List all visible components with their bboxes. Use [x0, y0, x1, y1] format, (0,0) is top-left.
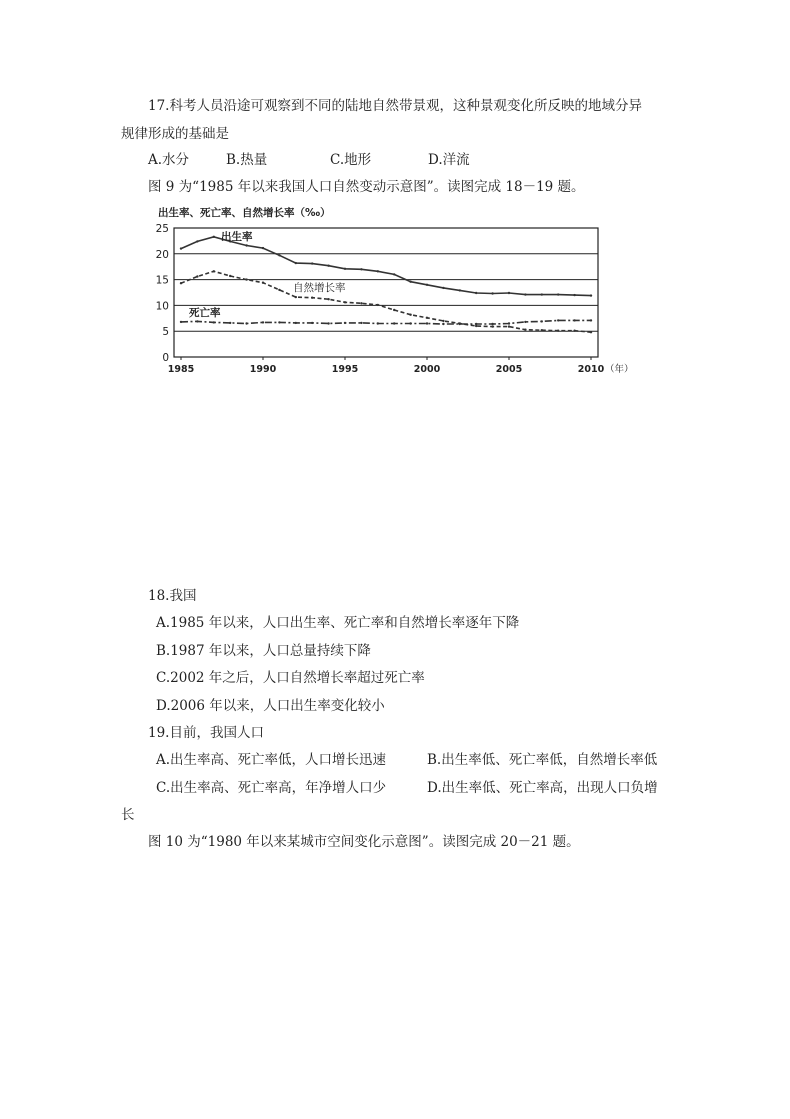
x-tick-1995: 1995	[331, 364, 359, 375]
series-1-point	[426, 284, 428, 286]
series-1-point	[541, 293, 543, 295]
q17-options	[148, 151, 470, 169]
series-1-point	[442, 287, 444, 289]
series-3-point	[213, 321, 215, 323]
series-2-point	[344, 301, 346, 303]
q19-option-c: C.出生率高、死亡率高，年净增人口少	[156, 780, 387, 796]
y-tick-10: 10	[156, 300, 169, 313]
series-3-point	[180, 321, 182, 323]
y-tick-15: 15	[156, 274, 169, 287]
series-3-point	[590, 319, 592, 321]
series-1-point	[491, 292, 493, 294]
series-1-point	[393, 273, 395, 275]
label-natural-growth-rate: 自然增长率	[293, 282, 346, 294]
x-tick-1985: 1985	[167, 364, 195, 375]
series-3-point	[491, 323, 493, 325]
label-death-rate: 死亡率	[189, 307, 221, 319]
series-2-point	[262, 282, 264, 284]
q19-option-b: B.出生率低、死亡率低，自然增长率低	[427, 752, 658, 768]
q19-option-a: A.出生率高、死亡率低，人口增长迅速	[156, 752, 387, 768]
q17-option-a: A.水分	[148, 152, 190, 168]
series-2-point	[311, 297, 313, 299]
q17-option-d: D.洋流	[428, 152, 470, 168]
q18-stem: 18.我国	[148, 588, 197, 604]
series-3-point	[360, 322, 362, 324]
series-1-point	[409, 281, 411, 283]
series-2-point	[295, 296, 297, 298]
x-tick-1990: 1990	[249, 364, 277, 375]
series-3-point	[442, 323, 444, 325]
x-tick-2000: 2000	[413, 364, 441, 375]
series-1-point	[245, 244, 247, 246]
series-2-point	[393, 309, 395, 311]
q18-option-d: D.2006 年以来，人口出生率变化较小	[156, 698, 385, 714]
series-2-point	[491, 325, 493, 327]
series-2-point	[573, 330, 575, 332]
series-line-1	[181, 237, 591, 296]
series-3-point	[245, 322, 247, 324]
series-3-point	[541, 320, 543, 322]
series-3-point	[262, 321, 264, 323]
series-3-point	[557, 319, 559, 321]
q17-stem-line1: 17.科考人员沿途可观察到不同的陆地自然带景观，这种景观变化所反映的地域分异	[148, 98, 642, 114]
series-2-point	[180, 282, 182, 284]
q17-option-c: C.地形	[330, 152, 372, 168]
series-1-point	[295, 262, 297, 264]
series-1-point	[213, 236, 215, 238]
series-line-3	[181, 320, 591, 324]
series-2-point	[327, 298, 329, 300]
series-1-point	[459, 289, 461, 291]
y-tick-0: 0	[162, 352, 169, 364]
series-2-point	[426, 317, 428, 319]
series-3-point	[426, 322, 428, 324]
y-tick-25: 25	[156, 223, 169, 235]
series-1-point	[377, 270, 379, 272]
series-2-point	[524, 329, 526, 331]
series-1-point	[557, 293, 559, 295]
series-2-point	[541, 329, 543, 331]
q17-stem-line2: 规律形成的基础是	[121, 126, 229, 142]
series-1-point	[180, 247, 182, 249]
series-2-point	[442, 320, 444, 322]
series-2-point	[409, 314, 411, 316]
q19-option-d-wrap: 长	[121, 807, 135, 823]
label-birth-rate: 出生率	[221, 231, 253, 243]
series-3-point	[573, 319, 575, 321]
q18-option-c: C.2002 年之后，人口自然增长率超过死亡率	[156, 670, 425, 686]
series-2-point	[590, 331, 592, 333]
series-1-point	[311, 262, 313, 264]
series-2-point	[508, 325, 510, 327]
series-1-point	[262, 247, 264, 249]
series-2-point	[245, 278, 247, 280]
plot-frame	[174, 228, 598, 357]
series-1-point	[278, 254, 280, 256]
series-3-point	[344, 322, 346, 324]
series-1-point	[196, 240, 198, 242]
series-3-point	[295, 322, 297, 324]
series-2-point	[278, 289, 280, 291]
series-2-point	[360, 302, 362, 304]
q17-option-b: B.热量	[226, 152, 268, 168]
series-1-point	[590, 294, 592, 296]
x-tick-2010: 2010	[577, 364, 605, 375]
series-3-point	[524, 321, 526, 323]
x-tick-2005: 2005	[495, 364, 523, 375]
series-3-point	[475, 323, 477, 325]
series-1-point	[360, 268, 362, 270]
q19-option-d: D.出生率低、死亡率高，出现人口负增	[427, 780, 658, 796]
y-tick-5: 5	[162, 326, 169, 339]
q18-option-a: A.1985 年以来，人口出生率、死亡率和自然增长率逐年下降	[156, 615, 520, 631]
series-3-point	[377, 322, 379, 324]
series-3-point	[311, 322, 313, 324]
series-2-point	[196, 275, 198, 277]
series-1-point	[327, 265, 329, 267]
series-3-point	[459, 323, 461, 325]
series-1-point	[524, 293, 526, 295]
series-3-point	[508, 322, 510, 324]
series-3-point	[409, 322, 411, 324]
x-axis-unit: （年）	[605, 364, 634, 375]
series-1-point	[344, 268, 346, 270]
series-2-point	[229, 275, 231, 277]
y-tick-20: 20	[156, 248, 169, 261]
series-1-point	[508, 292, 510, 294]
series-3-point	[229, 322, 231, 324]
series-3-point	[327, 322, 329, 324]
q19-stem: 19.目前，我国人口	[148, 725, 264, 741]
q18-option-b: B.1987 年以来，人口总量持续下降	[156, 643, 371, 659]
series-1-point	[475, 292, 477, 294]
figure9-intro: 图 9 为“1985 年以来我国人口自然变动示意图”。读图完成 18－19 题。	[148, 179, 585, 195]
series-2-point	[213, 270, 215, 272]
figure10-intro: 图 10 为“1980 年以来某城市空间变化示意图”。读图完成 20－21 题。	[148, 834, 580, 850]
series-2-point	[557, 330, 559, 332]
series-3-point	[196, 320, 198, 322]
population-change-chart	[156, 200, 636, 382]
series-3-point	[278, 321, 280, 323]
series-2-point	[377, 304, 379, 306]
series-3-point	[393, 322, 395, 324]
y-axis-label: 出生率、死亡率、自然增长率（‰）	[158, 207, 331, 219]
series-1-point	[573, 294, 575, 296]
